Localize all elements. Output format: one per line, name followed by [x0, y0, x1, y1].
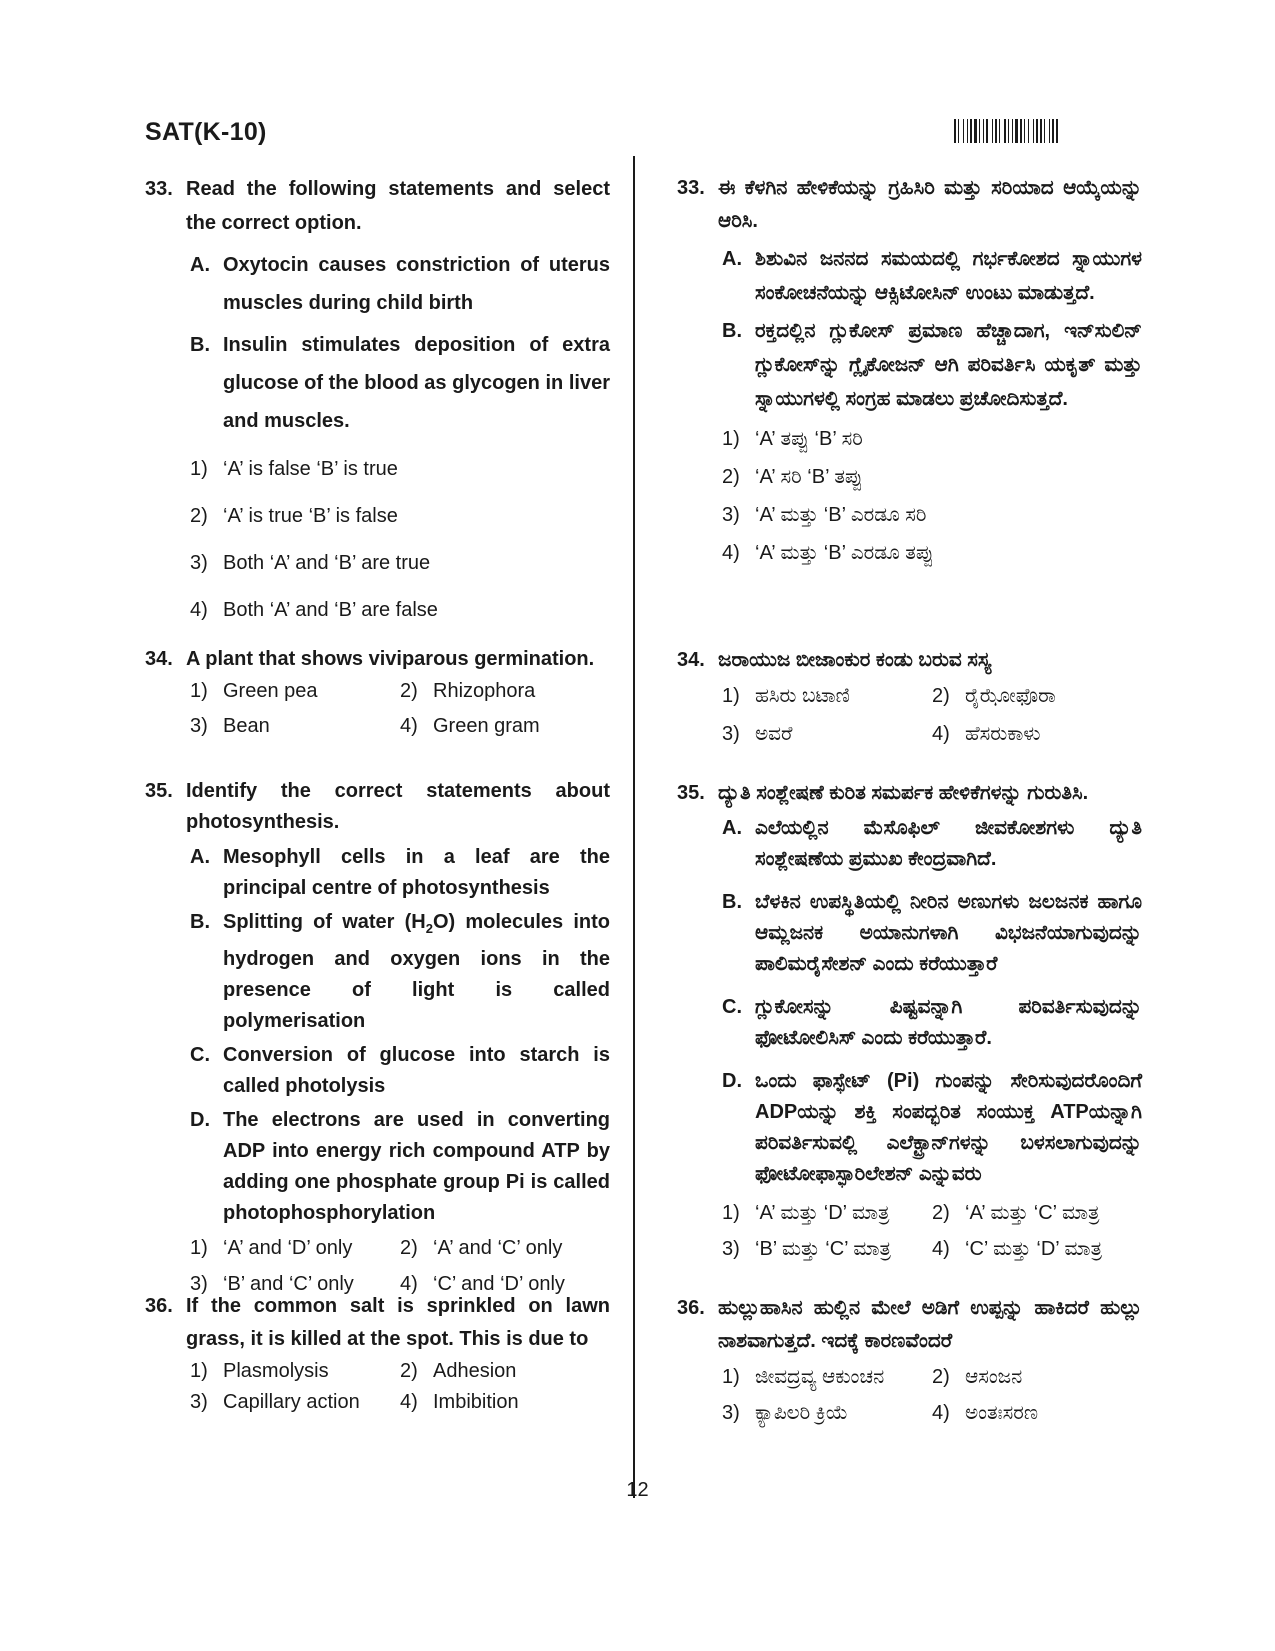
option-row: [722, 1196, 1142, 1230]
statement-b: B. Insulin stimulates deposition of extra glucose of the blood as glycogen in liver and muscles.: [190, 334, 610, 432]
option-3[interactable]: 3) ಅವರೆ: [722, 723, 793, 745]
option-1[interactable]: 1) ‘A’ is false ‘B’ is true: [190, 458, 398, 480]
question-36: [145, 1290, 610, 1414]
statement-a: A. ಎಲೆಯಲ್ಲಿನ ಮೆಸೊಫಿಲ್ ಜೀವಕೋಶಗಳು ದ್ಯುತಿ ಸಂಶ್ಲೇಷಣೆಯ ಪ್ರಮುಖ ಕೇಂದ್ರವಾಗಿದೆ.: [722, 817, 1142, 870]
question-34-kannada: [677, 644, 1142, 751]
question-text: Read the following statements and select the correct option.: [186, 178, 610, 234]
question-number: 33.: [677, 177, 705, 199]
option-row: [722, 717, 1142, 751]
option-2[interactable]: 2) Rhizophora: [400, 680, 536, 702]
option-4[interactable]: 4) ಹೆಸರುಕಾಳು: [932, 723, 1041, 745]
statement-a: A. ಶಿಶುವಿನ ಜನನದ ಸಮಯದಲ್ಲಿ ಗರ್ಭಕೋಶದ ಸ್ನಾಯುಗಳ ಸಂಕೋಚನೆಯನ್ನು ಆಕ್ಸಿಟೋಸಿನ್ ಉಂಟು ಮಾಡುತ್ತದೆ.: [722, 248, 1142, 304]
option-row: [190, 1391, 610, 1414]
option-3[interactable]: 3) Capillary action: [190, 1391, 360, 1413]
statement-d: D. The electrons are used in converting ADP into energy rich compound ATP by adding one phosphate group Pi is called photophosphorylation: [190, 1109, 610, 1224]
barcode-image: [954, 119, 1127, 143]
option-2[interactable]: 2) ‘A’ and ‘C’ only: [400, 1237, 563, 1259]
option-row: [722, 1396, 1142, 1430]
option-1[interactable]: 1) Plasmolysis: [190, 1360, 329, 1382]
question-36-kannada: [677, 1292, 1142, 1430]
question-text: ಜರಾಯುಜ ಬೀಜಾಂಕುರ ಕಂಡು ಬರುವ ಸಸ್ಯ: [718, 649, 992, 671]
option-1[interactable]: 1) ‘A’ ತಪ್ಪು ‘B’ ಸರಿ: [722, 428, 863, 450]
question-number: 33.: [145, 178, 173, 200]
question-number: 35.: [677, 782, 705, 804]
question-35-kannada: [677, 777, 1142, 1266]
statement-a: A. Oxytocin causes constriction of uterus muscles during child birth: [190, 254, 610, 314]
statement-b: B. Splitting of water $(H_2O)$ molecules into hydrogen and oxygen ions in the presence of light is called polymerisation: [190, 911, 610, 1032]
option-2[interactable]: 2) ‘A’ ಸರಿ ‘B’ ತಪ್ಪು: [722, 466, 863, 488]
option-1[interactable]: 1) ‘A’ ಮತ್ತು ‘D’ ಮಾತ್ರ: [722, 1202, 890, 1224]
option-1[interactable]: 1) ಹಸಿರು ಬಟಾಣಿ: [722, 685, 850, 707]
page-header-title: SAT(K-10): [145, 118, 267, 146]
option-2[interactable]: 2) ರೈಝೋಫೊರಾ: [932, 685, 1056, 707]
statement-c: C. ಗ್ಲುಕೋಸನ್ನು ಪಿಷ್ಟವನ್ನಾಗಿ ಪರಿವರ್ತಿಸುವುದನ್ನು ಫೋಟೋಲಿಸಿಸ್ ಎಂದು ಕರೆಯುತ್ತಾರೆ.: [722, 996, 1142, 1049]
option-2[interactable]: 2) ಆಸಂಜನ: [932, 1366, 1023, 1388]
statement-b: B. ಬೆಳಕಿನ ಉಪಸ್ಥಿತಿಯಲ್ಲಿ ನೀರಿನ ಅಣುಗಳು ಜಲಜನಕ ಹಾಗೂ ಆಮ್ಲಜನಕ ಅಯಾನುಗಳಾಗಿ ವಿಭಜನೆಯಾಗುವುದನ್ನು ಪಾಲಿಮರೈಸೇಶನ್ ಎಂದು ಕರೆಯುತ್ತಾರೆ: [722, 891, 1142, 975]
option-row: [722, 679, 1142, 713]
option-3[interactable]: 3) ‘A’ ಮತ್ತು ‘B’ ಎರಡೂ ಸರಿ: [722, 504, 927, 526]
question-number: 34.: [677, 649, 705, 671]
option-4[interactable]: 4) Green gram: [400, 715, 540, 737]
option-1[interactable]: 1) Green pea: [190, 680, 318, 702]
option-row: [190, 680, 610, 703]
question-number: 36.: [145, 1295, 173, 1317]
option-4[interactable]: 4) ಅಂತಃಸರಣ: [932, 1402, 1038, 1424]
statement-c: C. Conversion of glucose into starch is called photolysis: [190, 1044, 610, 1097]
question-33: [145, 172, 610, 622]
option-2[interactable]: 2) ‘A’ is true ‘B’ is false: [190, 505, 398, 527]
option-4[interactable]: 4) Both ‘A’ and ‘B’ are false: [190, 599, 438, 621]
option-4[interactable]: 4) ‘C’ ಮತ್ತು ‘D’ ಮಾತ್ರ: [932, 1238, 1103, 1260]
option-2[interactable]: 2) Adhesion: [400, 1360, 517, 1382]
option-3[interactable]: 3) Bean: [190, 715, 270, 737]
option-row: [190, 1237, 610, 1260]
option-3[interactable]: 3) ಕ್ಯಾಪಿಲರಿ ಕ್ರಿಯೆ: [722, 1402, 849, 1424]
question-35: [145, 776, 610, 1296]
option-4[interactable]: 4) ‘C’ and ‘D’ only: [400, 1273, 565, 1295]
question-33-kannada: [677, 172, 1142, 570]
column-divider: [633, 156, 635, 1498]
question-number: 34.: [145, 648, 173, 670]
option-3[interactable]: 3) ‘B’ and ‘C’ only: [190, 1273, 354, 1295]
option-row: [190, 715, 610, 738]
statement-b: B. ರಕ್ತದಲ್ಲಿನ ಗ್ಲುಕೋಸ್ ಪ್ರಮಾಣ ಹೆಚ್ಚಾದಾಗ, ಇನ್‌ಸುಲಿನ್ ಗ್ಲುಕೋಸ್‌ನ್ನು ಗ್ಲೈಕೋಜನ್ ಆಗಿ ಪರಿವರ್ತಿಸಿ ಯಕೃತ್ ಮತ್ತು ಸ್ನಾಯುಗಳಲ್ಲಿ ಸಂಗ್ರಹ ಮಾಡಲು ಪ್ರಚೋದಿಸುತ್ತದೆ.: [722, 320, 1142, 410]
statement-d: D. ಒಂದು ಫಾಸ್ಫೇಟ್ (Pi) ಗುಂಪನ್ನು ಸೇರಿಸುವುದರೊಂದಿಗೆ ADPಯನ್ನು ಶಕ್ತಿ ಸಂಪದ್ಭರಿತ ಸಂಯುಕ್ತ ATPಯನ್ನಾಗಿ ಪರಿವರ್ತಿಸುವಲ್ಲಿ ಎಲೆಕ್ಟ್ರಾನ್‌ಗಳನ್ನು ಬಳಸಲಾಗುವುದನ್ನು ಫೋಟೋಫಾಸ್ಫಾರಿಲೇಶನ್ ಎನ್ನುವರು: [722, 1070, 1142, 1185]
option-1[interactable]: 1) ಜೀವದ್ರವ್ಯ ಆಕುಂಚನ: [722, 1366, 885, 1388]
option-row: [190, 1360, 610, 1383]
option-1[interactable]: 1) ‘A’ and ‘D’ only: [190, 1237, 353, 1259]
question-text: ದ್ಯುತಿ ಸಂಶ್ಲೇಷಣೆ ಕುರಿತ ಸಮರ್ಪಕ ಹೇಳಿಕೆಗಳನ್ನು ಗುರುತಿಸಿ.: [718, 782, 1089, 804]
question-text: ಹುಲ್ಲುಹಾಸಿನ ಹುಲ್ಲಿನ ಮೇಲೆ ಅಡಿಗೆ ಉಪ್ಪನ್ನು ಹಾಕಿದರೆ ಹುಲ್ಲು ನಾಶವಾಗುತ್ತದೆ. ಇದಕ್ಕೆ ಕಾರಣವೆಂದರೆ: [718, 1297, 1142, 1352]
question-text: ಈ ಕೆಳಗಿನ ಹೇಳಿಕೆಯನ್ನು ಗ್ರಹಿಸಿರಿ ಮತ್ತು ಸರಿಯಾದ ಆಯ್ಕೆಯನ್ನು ಆರಿಸಿ.: [718, 177, 1142, 232]
option-row: [722, 1232, 1142, 1266]
option-3[interactable]: 3) Both ‘A’ and ‘B’ are true: [190, 552, 431, 574]
option-2[interactable]: 2) ‘A’ ಮತ್ತು ‘C’ ಮಾತ್ರ: [932, 1202, 1100, 1224]
question-number: 36.: [677, 1297, 705, 1319]
question-text: A plant that shows viviparous germination.: [186, 648, 595, 670]
question-text: Identify the correct statements about photosynthesis.: [186, 780, 610, 833]
question-34: [145, 642, 610, 738]
option-4[interactable]: 4) ‘A’ ಮತ್ತು ‘B’ ಎರಡೂ ತಪ್ಪು: [722, 542, 934, 564]
question-text: If the common salt is sprinkled on lawn grass, it is killed at the spot. This is due to: [186, 1295, 610, 1350]
question-number: 35.: [145, 780, 173, 802]
statement-a: A. Mesophyll cells in a leaf are the principal centre of photosynthesis: [190, 846, 610, 899]
page-number: 12: [626, 1479, 649, 1501]
option-3[interactable]: 3) ‘B’ ಮತ್ತು ‘C’ ಮಾತ್ರ: [722, 1238, 891, 1260]
option-row: [722, 1360, 1142, 1394]
option-4[interactable]: 4) Imbibition: [400, 1391, 519, 1413]
